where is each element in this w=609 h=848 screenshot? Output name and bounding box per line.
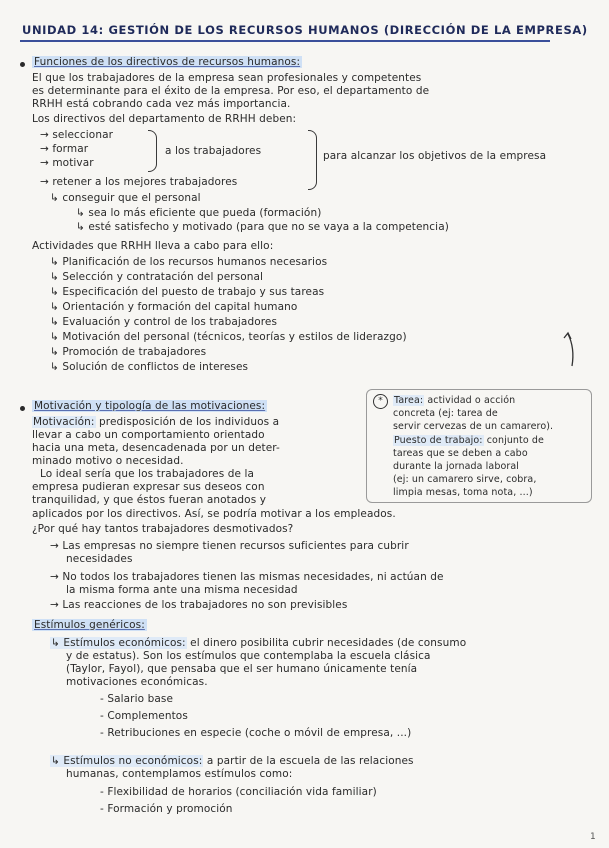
brace-label: a los trabajadores <box>165 145 262 157</box>
puesto-term: Puesto de trabajo: <box>394 435 483 446</box>
paragraph-line: hacia una meta, desencadenada por un deter- <box>32 442 280 454</box>
noeco-item: - Flexibilidad de horarios (conciliación vida familiar) <box>100 786 377 798</box>
curly-brace <box>308 130 317 190</box>
note-line: servir cervezas de un camarero). <box>393 421 554 432</box>
note-line: (ej: un camarero sirve, cobra, <box>393 474 537 485</box>
paragraph-line: Los directivos del departamento de RRHH deben: <box>32 113 297 125</box>
brace-label: para alcanzar los objetivos de la empresa <box>323 150 547 162</box>
paragraph-line: minado motivo o necesidad. <box>32 455 184 467</box>
activity-item: ↳ Promoción de trabajadores <box>50 346 207 358</box>
activity-item: ↳ Motivación del personal (técnicos, teorías y estilos de liderazgo) <box>50 331 407 343</box>
paragraph-line: llevar a cabo un comportamiento orientado <box>32 429 265 441</box>
section-heading-funciones: Funciones de los directivos de recursos humanos: <box>34 56 301 68</box>
eco-item: - Salario base <box>100 693 174 705</box>
eco-item: - Retribuciones en especie (coche o móvil de empresa, ...) <box>100 727 412 739</box>
paragraph-line: ↳ Estímulos no económicos: a partir de la escuela de las relaciones <box>51 755 414 767</box>
sub-item: ↳ esté satisfecho y motivado (para que no se vaya a la competencia) <box>76 221 449 233</box>
verb-item: → retener a los mejores trabajadores <box>40 176 238 188</box>
reason-item-cont: necesidades <box>66 553 133 565</box>
eco-item: - Complementos <box>100 710 188 722</box>
note-line: Tarea: actividad o acción <box>394 395 516 406</box>
page-number: 1 <box>590 832 596 842</box>
note-line: limpia mesas, toma nota, ...) <box>393 487 533 498</box>
title-underline <box>20 40 550 42</box>
paragraph-line: empresa pudieran expresar sus deseos con <box>32 481 265 493</box>
section-bullet <box>20 62 25 67</box>
paragraph-line: aplicados por los directivos. Así, se podría motivar a los empleados. <box>32 508 396 520</box>
activity-item: ↳ Planificación de los recursos humanos necesarios <box>50 256 328 268</box>
question-line: ¿Por qué hay tantos trabajadores desmotivados? <box>32 523 294 535</box>
section-heading-motivacion: Motivación y tipología de las motivaciones: <box>34 400 266 412</box>
estimulos-no-economicos-term: ↳ Estímulos no económicos: <box>51 755 203 767</box>
paragraph-line: (Taylor, Fayol), que pensaba que el ser humano únicamente tenía <box>66 663 418 675</box>
paragraph-line: Motivación: predisposición de los individuos a <box>33 416 280 428</box>
estimulos-economicos-term: ↳ Estímulos económicos: <box>51 637 186 649</box>
paragraph-line: Lo ideal sería que los trabajadores de la <box>40 468 255 480</box>
paragraph-line: es determinante para el éxito de la empresa. Por eso, el departamento de <box>32 85 430 97</box>
paragraph-line: ↳ Estímulos económicos: el dinero posibilita cubrir necesidades (de consumo <box>51 637 467 649</box>
section-heading-estimulos: Estímulos genéricos: <box>34 619 145 631</box>
sub-item: ↳ conseguir que el personal <box>50 192 201 204</box>
activity-item: ↳ Orientación y formación del capital humano <box>50 301 298 313</box>
note-line: concreta (ej: tarea de <box>393 408 498 419</box>
reason-item-cont: la misma forma ante una misma necesidad <box>66 584 298 596</box>
paragraph-line: RRHH está cobrando cada vez más importancia. <box>32 98 291 110</box>
activity-item: ↳ Especificación del puesto de trabajo y sus tareas <box>50 286 325 298</box>
curly-brace <box>148 130 157 172</box>
paragraph-line: motivaciones económicas. <box>66 676 208 688</box>
verb-item: → formar <box>40 143 89 155</box>
tarea-term: Tarea: <box>394 395 424 406</box>
paragraph-line: y de estatus). Son los estímulos que contemplaba la escuela clásica <box>66 650 431 662</box>
paragraph-line: El que los trabajadores de la empresa sean profesionales y competentes <box>32 72 422 84</box>
reason-item: → No todos los trabajadores tienen las mismas necesidades, ni actúan de <box>50 571 444 583</box>
paragraph-line: humanas, contemplamos estímulos como: <box>66 768 293 780</box>
verb-item: → motivar <box>40 157 94 169</box>
note-line: tareas que se deben a cabo <box>393 448 528 459</box>
note-line: Puesto de trabajo: conjunto de <box>394 435 544 446</box>
asterisk-icon: * <box>373 394 388 409</box>
motivacion-term: Motivación: <box>33 416 95 428</box>
noeco-item: - Formación y promoción <box>100 803 233 815</box>
sub-item: ↳ sea lo más eficiente que pueda (formación) <box>76 207 322 219</box>
reason-item: → Las reacciones de los trabajadores no son previsibles <box>50 599 348 611</box>
paragraph-line: tranquilidad, y que éstos fueran anotados y <box>32 494 267 506</box>
reason-item: → Las empresas no siempre tienen recursos suficientes para cubrir <box>50 540 409 552</box>
activities-heading: Actividades que RRHH lleva a cabo para ello: <box>32 240 274 252</box>
activity-item: ↳ Solución de conflictos de intereses <box>50 361 249 373</box>
activity-item: ↳ Evaluación y control de los trabajadores <box>50 316 278 328</box>
curved-arrow-icon <box>560 330 578 368</box>
note-line: durante la jornada laboral <box>393 461 520 472</box>
activity-item: ↳ Selección y contratación del personal <box>50 271 264 283</box>
page-title: UNIDAD 14: GESTIÓN DE LOS RECURSOS HUMANOS (DIRECCIÓN DE LA EMPRESA) <box>22 23 588 37</box>
verb-item: → seleccionar <box>40 129 114 141</box>
section-bullet <box>20 406 25 411</box>
